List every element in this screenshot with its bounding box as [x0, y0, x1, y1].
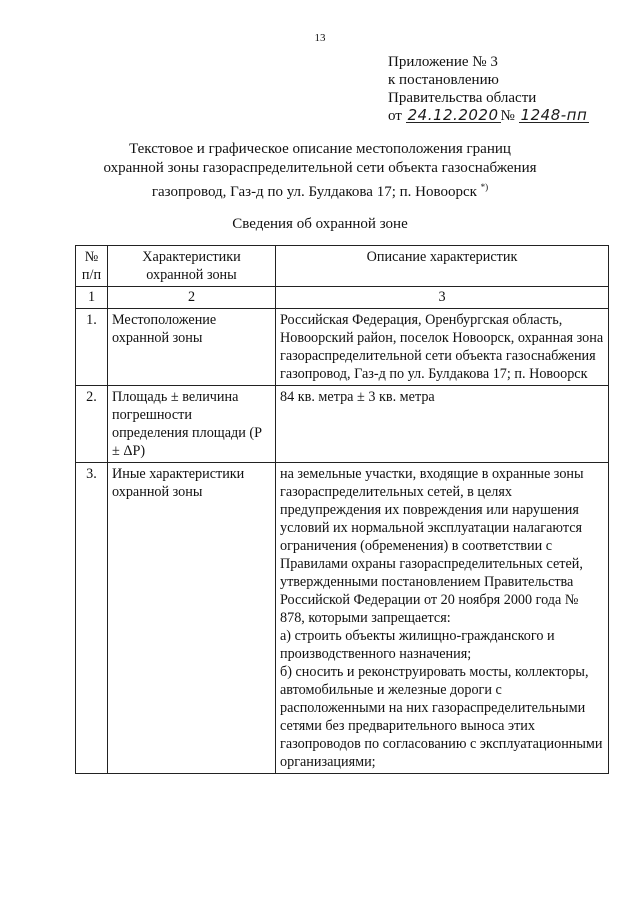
appendix-date-line — [388, 107, 589, 125]
row-description — [276, 463, 609, 774]
table-row — [76, 463, 609, 774]
table-row — [76, 386, 609, 463]
title-line-3 — [70, 178, 570, 202]
column-number-row — [76, 287, 609, 309]
column-number-2: 2 — [108, 287, 276, 309]
row-number: 2. — [76, 386, 108, 463]
row-number: 1. — [76, 309, 108, 386]
restriction-item-a: а) строить объекты жилищно-гражданского и производственного назначения; — [280, 628, 555, 662]
appendix-line-1: Приложение № 3 — [388, 54, 498, 70]
zone-info-table — [75, 245, 609, 774]
document-title — [70, 140, 570, 202]
row-characteristic: Площадь ± величина погрешности определения площади (Р ± ΔР) — [108, 386, 276, 463]
title-line-2: охранной зоны газораспределительной сети объекта газоснабжения — [103, 160, 537, 176]
row-characteristic: Иные характеристики охранной зоны — [108, 463, 276, 774]
restrictions-intro: на земельные участки, входящие в охранные зоны газораспределительных сетей, в целях предупреждения их повреждения или нарушения условий их нормальной эксплуатации налагаются ограничения (обременения) в соответствии с Правилами охраны газораспределительных сетей, утвержденными постановлением Правительства Российской Федерации от 20 ноября 2000 года № 878, которыми запрещается: — [280, 466, 584, 626]
row-description: Российская Федерация, Оренбургская область, Новоорский район, поселок Новоорск, охранная зона газораспределительной сети объекта газоснабжения газопровод, Газ-д по ул. Булдакова 17; п. Новоорск — [276, 309, 609, 386]
row-characteristic: Местоположение охранной зоны — [108, 309, 276, 386]
title-line-3-text: газопровод, Газ-д по ул. Булдакова 17; п. Новоорск — [151, 184, 477, 200]
column-number-1: 1 — [76, 287, 108, 309]
appendix-line-2: к постановлению — [388, 72, 499, 88]
restriction-item-b: б) сносить и реконструировать мосты, коллекторы, автомобильные и железные дороги с расположенными на них газораспределительными сетями без предварительного выноса этих газопроводов по согласованию с эксплуатационными организациями; — [280, 664, 603, 770]
appendix-line-3: Правительства области — [388, 90, 537, 106]
number-sign: № — [500, 108, 515, 124]
header-description: Описание характеристик — [276, 246, 609, 287]
title-line-1: Текстовое и графическое описание местоположения границ — [129, 141, 511, 157]
handwritten-date: 24.12.2020 — [407, 106, 499, 124]
row-description: 84 кв. метра ± 3 кв. метра — [276, 386, 609, 463]
table-row — [76, 309, 609, 386]
table-header-row — [76, 246, 609, 287]
page-number: 13 — [314, 32, 326, 44]
header-characteristic: Характеристики охранной зоны — [108, 246, 276, 287]
date-prefix: от — [388, 108, 402, 124]
handwritten-number: 1248-пп — [520, 106, 588, 124]
appendix-block — [388, 53, 589, 125]
row-number: 3. — [76, 463, 108, 774]
header-number: № п/п — [76, 246, 108, 287]
section-subtitle: Сведения об охранной зоне — [232, 216, 408, 232]
column-number-3: 3 — [276, 287, 609, 309]
footnote-mark: *) — [480, 182, 489, 192]
